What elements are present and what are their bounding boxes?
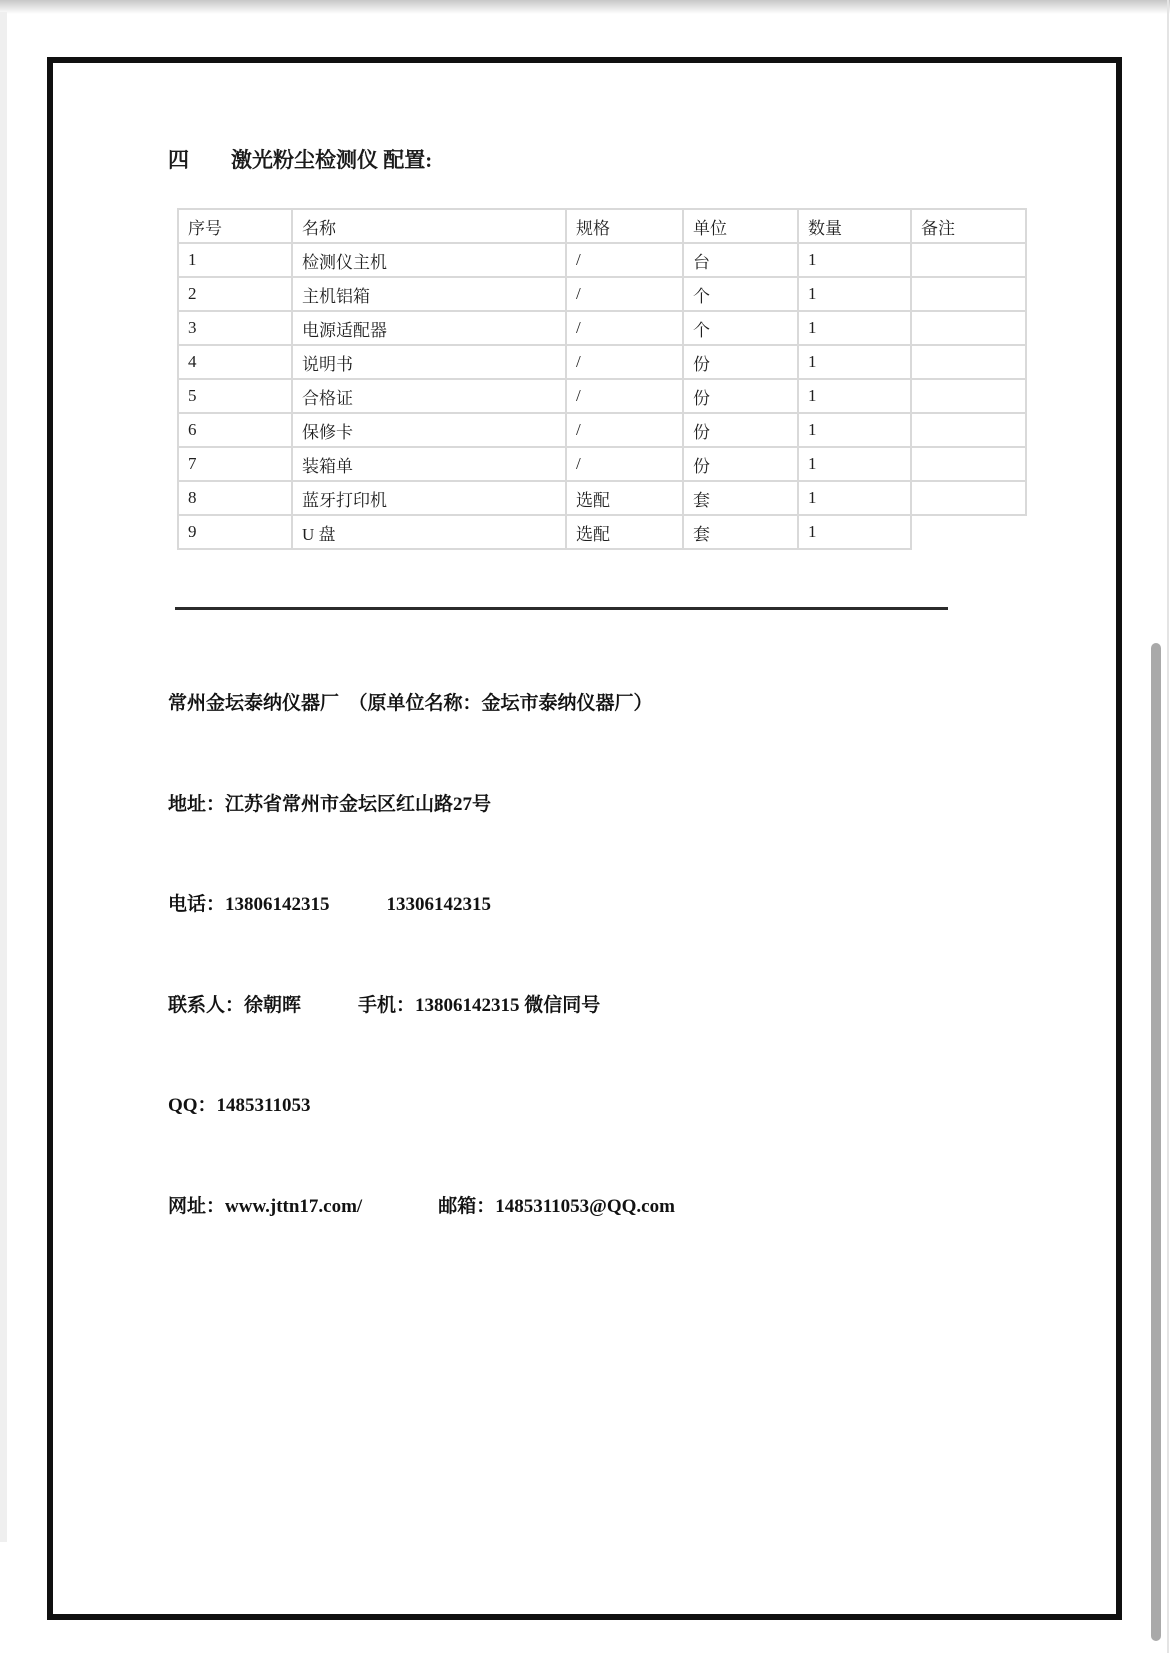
config-table bbox=[177, 208, 1027, 550]
table-cell: 1 bbox=[798, 379, 911, 413]
col-header-spec: 规格 bbox=[566, 209, 683, 243]
table-cell bbox=[911, 481, 1026, 515]
table-cell: 9 bbox=[178, 515, 292, 549]
table-cell: / bbox=[566, 311, 683, 345]
table-cell bbox=[911, 413, 1026, 447]
table-cell: 说明书 bbox=[292, 345, 566, 379]
table-cell: 1 bbox=[798, 243, 911, 277]
table-cell: 1 bbox=[798, 277, 911, 311]
table-cell: / bbox=[566, 345, 683, 379]
table-cell: 选配 bbox=[566, 515, 683, 549]
table-cell bbox=[911, 379, 1026, 413]
table-cell: 3 bbox=[178, 311, 292, 345]
table-cell: 1 bbox=[178, 243, 292, 277]
table-cell: 保修卡 bbox=[292, 413, 566, 447]
scrollbar-thumb[interactable] bbox=[1151, 643, 1161, 1641]
table-cell: / bbox=[566, 277, 683, 311]
col-header-quantity: 数量 bbox=[798, 209, 911, 243]
address-line: 地址：江苏省常州市金坛区红山路27号 bbox=[168, 793, 492, 815]
table-cell bbox=[911, 311, 1026, 345]
table-cell: 选配 bbox=[566, 481, 683, 515]
table-cell: 个 bbox=[683, 311, 798, 345]
table-cell: 1 bbox=[798, 515, 911, 549]
table-cell: 2 bbox=[178, 277, 292, 311]
table-cell bbox=[911, 447, 1026, 481]
table-cell bbox=[911, 277, 1026, 311]
table-cell: 电源适配器 bbox=[292, 311, 566, 345]
table-cell: 合格证 bbox=[292, 379, 566, 413]
table-cell: 1 bbox=[798, 481, 911, 515]
table-row bbox=[178, 243, 1026, 277]
col-header-name: 名称 bbox=[292, 209, 566, 243]
table-cell: 7 bbox=[178, 447, 292, 481]
table-cell: / bbox=[566, 413, 683, 447]
config-table-body bbox=[178, 243, 1026, 549]
section-title: 四 激光粉尘检测仪 配置: bbox=[168, 148, 433, 172]
table-row bbox=[178, 379, 1026, 413]
col-header-index: 序号 bbox=[178, 209, 292, 243]
table-cell: 1 bbox=[798, 345, 911, 379]
contact-info bbox=[168, 620, 988, 1290]
table-cell: / bbox=[566, 243, 683, 277]
website-line: 网址：www.jttn17.com/ 邮箱：1485311053@QQ.com bbox=[168, 1195, 675, 1217]
table-cell: 份 bbox=[683, 379, 798, 413]
table-row bbox=[178, 413, 1026, 447]
table-cell: 装箱单 bbox=[292, 447, 566, 481]
company-name-line: 常州金坛泰纳仪器厂 （原单位名称：金坛市泰纳仪器厂） bbox=[168, 693, 653, 714]
table-cell: / bbox=[566, 379, 683, 413]
table-cell: 4 bbox=[178, 345, 292, 379]
table-cell: 份 bbox=[683, 413, 798, 447]
table-cell: 检测仪主机 bbox=[292, 243, 566, 277]
table-cell: 套 bbox=[683, 515, 798, 549]
viewer-right-edge bbox=[1167, 0, 1169, 1653]
table-row bbox=[178, 447, 1026, 481]
table-cell: 主机铝箱 bbox=[292, 277, 566, 311]
table-cell: 1 bbox=[798, 447, 911, 481]
col-header-remark: 备注 bbox=[911, 209, 1026, 243]
table-cell: 套 bbox=[683, 481, 798, 515]
table-row bbox=[178, 277, 1026, 311]
table-cell: 个 bbox=[683, 277, 798, 311]
table-row bbox=[178, 311, 1026, 345]
qq-line: QQ：1485311053 bbox=[168, 1095, 311, 1116]
table-cell bbox=[911, 243, 1026, 277]
col-header-unit: 单位 bbox=[683, 209, 798, 243]
table-header-row bbox=[178, 209, 1026, 243]
scan-top-shadow bbox=[0, 0, 1170, 14]
table-cell: 1 bbox=[798, 311, 911, 345]
table-cell: 6 bbox=[178, 413, 292, 447]
table-cell: 5 bbox=[178, 379, 292, 413]
table-cell: 8 bbox=[178, 481, 292, 515]
contact-line: 联系人：徐朝晖 手机：13806142315 微信同号 bbox=[168, 994, 601, 1016]
footer-divider-line bbox=[175, 607, 948, 610]
table-cell: 份 bbox=[683, 447, 798, 481]
table-row bbox=[178, 345, 1026, 379]
phone-line: 电话：13806142315 13306142315 bbox=[168, 894, 492, 915]
scan-left-shadow bbox=[0, 12, 7, 1542]
table-cell: 蓝牙打印机 bbox=[292, 481, 566, 515]
table-cell bbox=[911, 515, 1026, 549]
table-cell: 份 bbox=[683, 345, 798, 379]
table-row bbox=[178, 481, 1026, 515]
table-cell: / bbox=[566, 447, 683, 481]
table-cell: 台 bbox=[683, 243, 798, 277]
table-cell: U 盘 bbox=[292, 515, 566, 549]
table-row bbox=[178, 515, 1026, 549]
table-cell bbox=[911, 345, 1026, 379]
table-cell: 1 bbox=[798, 413, 911, 447]
